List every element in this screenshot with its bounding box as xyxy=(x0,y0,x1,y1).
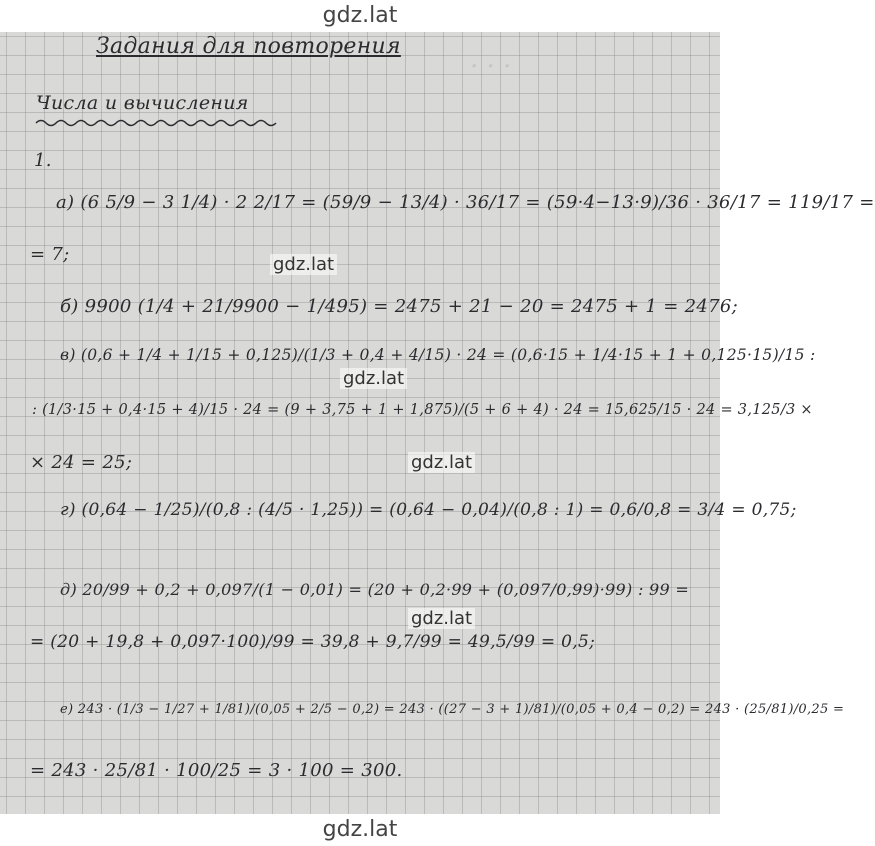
site-header-watermark: gdz.lat xyxy=(0,0,720,32)
task-number: 1. xyxy=(34,150,52,171)
solution-line-d-continued: = (20 + 19,8 + 0,097·100)/99 = 39,8 + 9,7/99 = 49,5/99 = 0,5; xyxy=(30,632,596,652)
section-title: Задания для повторения xyxy=(96,34,401,59)
section-subtitle: Числа и вычисления xyxy=(36,92,249,114)
watermark-overlay: gdz.lat xyxy=(408,608,475,629)
subtitle-wavy-underline xyxy=(36,118,276,128)
solution-line-g: г) (0,64 − 1/25)/(0,8 : (4/5 · 1,25)) = (0,64 − 0,04)/(0,8 : 1) = 0,6/0,8 = 3/4 = 0,75; xyxy=(60,500,797,520)
watermark-overlay: gdz.lat xyxy=(408,452,475,473)
solution-line-a: а) (6 5/9 − 3 1/4) · 2 2/17 = (59/9 − 13/4) · 36/17 = (59·4−13·9)/36 · 36/17 = 119/17 = xyxy=(56,192,875,213)
solution-line-v: в) (0,6 + 1/4 + 1/15 + 0,125)/(1/3 + 0,4 + 4/15) · 24 = (0,6·15 + 1/4·15 + 1 + 0,125·15)/15 : xyxy=(60,346,816,364)
solution-line-d: д) 20/99 + 0,2 + 0,097/(1 − 0,01) = (20 + 0,2·99 + (0,097/0,99)·99) : 99 = xyxy=(60,580,690,599)
solution-line-a-result: = 7; xyxy=(30,244,70,265)
solution-line-v-result: × 24 = 25; xyxy=(30,452,133,473)
solution-line-e-result: = 243 · 25/81 · 100/25 = 3 · 100 = 300. xyxy=(30,760,403,781)
watermark-overlay: gdz.lat xyxy=(340,368,407,389)
watermark-overlay: gdz.lat xyxy=(270,254,337,275)
solution-line-b: б) 9900 (1/4 + 21/9900 − 1/495) = 2475 + 21 − 20 = 2475 + 1 = 2476; xyxy=(60,296,738,317)
solution-line-v-continued: : (1/3·15 + 0,4·15 + 4)/15 · 24 = (9 + 3,75 + 1 + 1,875)/(5 + 6 + 4) · 24 = 15,625/15 · 24 = 3,125/3 × xyxy=(32,402,813,418)
show-through-text: · · · xyxy=(470,52,512,82)
site-footer-watermark: gdz.lat xyxy=(0,814,720,846)
notebook-page xyxy=(0,32,875,814)
solution-line-e: е) 243 · (1/3 − 1/27 + 1/81)/(0,05 + 2/5 − 0,2) = 243 · ((27 − 3 + 1)/81)/(0,05 + 0,4 − 0,2) = 243 · (25/81)/0,25 = xyxy=(60,702,845,717)
